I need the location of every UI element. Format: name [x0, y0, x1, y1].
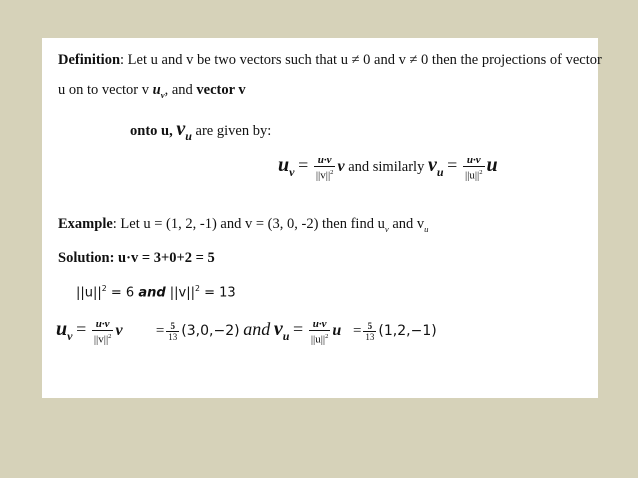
- norms-and: and: [138, 285, 166, 301]
- example-text: : Let u = (1, 2, -1) and v = (3, 0, -2) then find u: [112, 216, 385, 232]
- solution-text: u·v = 3+0+2 = 5: [118, 250, 215, 266]
- solution-formula: $u_v$ = $\frac{u\cdot v}{||v||^2}$ v = $\frac{5}{13}$ (3,0,−2) and $v_u$ = $\frac{u\cdot v}{||u||^2}$ u = $\frac{5}{13}$ (1,2,−1): [56, 318, 437, 346]
- solution-line: [58, 250, 215, 267]
- u-v-symbol: $u_v$: [152, 82, 165, 100]
- definition-line2-text: u on to vector v: [58, 82, 150, 98]
- solution-vec-v: v: [115, 322, 123, 340]
- solution-label: Solution:: [58, 250, 115, 266]
- norms-line: $||u||^2 = 6$ and $||v||^2 = 13$: [76, 284, 236, 301]
- formula-fraction-uv: $\frac{u\cdot v}{||v||^2}$: [315, 154, 334, 182]
- solution-vec-u: u: [332, 322, 342, 340]
- definition-line-2: [58, 82, 246, 100]
- solution-coef-1: $\frac{5}{13}$: [168, 321, 178, 343]
- solution-lhs-vu: $v_u$: [273, 318, 290, 344]
- u-norm: ||u||: [76, 285, 102, 301]
- v-u-symbol: $v_u$: [176, 118, 192, 143]
- formula-vec-v: v: [337, 158, 345, 176]
- projection-formula: $u_v$ = $\frac{u\cdot v}{||v||^2}$ v and similarly $v_u$ = $\frac{u\cdot v}{||u||^2}$ u: [278, 154, 498, 182]
- given-by-text: are given by:: [195, 123, 272, 139]
- definition-text: : Let u and v be two vectors such that u ≠ 0 and v ≠ 0 then the projections of vector: [120, 52, 602, 68]
- formula-vec-u: u: [486, 154, 498, 177]
- example-label: Example: [58, 216, 113, 232]
- solution-vector-2: (1,2,−1): [378, 323, 437, 340]
- solution-fraction-uv: $\frac{u\cdot v}{||v||^2}$: [93, 318, 112, 346]
- example-vu-sub: u: [424, 223, 429, 234]
- solution-eq-2: =: [352, 323, 362, 340]
- and-similarly-text: and similarly: [348, 159, 425, 176]
- definition-vector-v: vector v: [196, 82, 246, 98]
- formula-lhs-uv: $u_v$: [278, 154, 295, 180]
- definition-line-1: [58, 52, 602, 69]
- solution-lhs-uv: $u_v$: [56, 318, 73, 344]
- definition-and: , and: [164, 82, 193, 98]
- solution-eq-1: =: [155, 323, 165, 340]
- onto-u-text: onto u,: [130, 123, 173, 139]
- u-norm-value: = 6: [110, 285, 135, 301]
- example-uv-sub: v: [384, 223, 389, 234]
- solution-and: and: [243, 319, 271, 340]
- formula-fraction-vu: $\frac{u\cdot v}{||u||^2}$: [464, 154, 483, 182]
- example-and-v: and v: [392, 216, 425, 232]
- definition-label: Definition: [58, 52, 121, 68]
- definition-line-3: [130, 118, 271, 144]
- v-norm-value: = 13: [204, 285, 236, 301]
- slide-content: [42, 38, 602, 398]
- v-norm: ||v||: [169, 285, 196, 301]
- example-line: [58, 216, 428, 234]
- formula-lhs-vu: $v_u$: [427, 154, 444, 180]
- solution-fraction-vu: $\frac{u\cdot v}{||u||^2}$: [310, 318, 329, 346]
- solution-vector-1: (3,0,−2): [181, 323, 240, 340]
- solution-coef-2: $\frac{5}{13}$: [365, 321, 375, 343]
